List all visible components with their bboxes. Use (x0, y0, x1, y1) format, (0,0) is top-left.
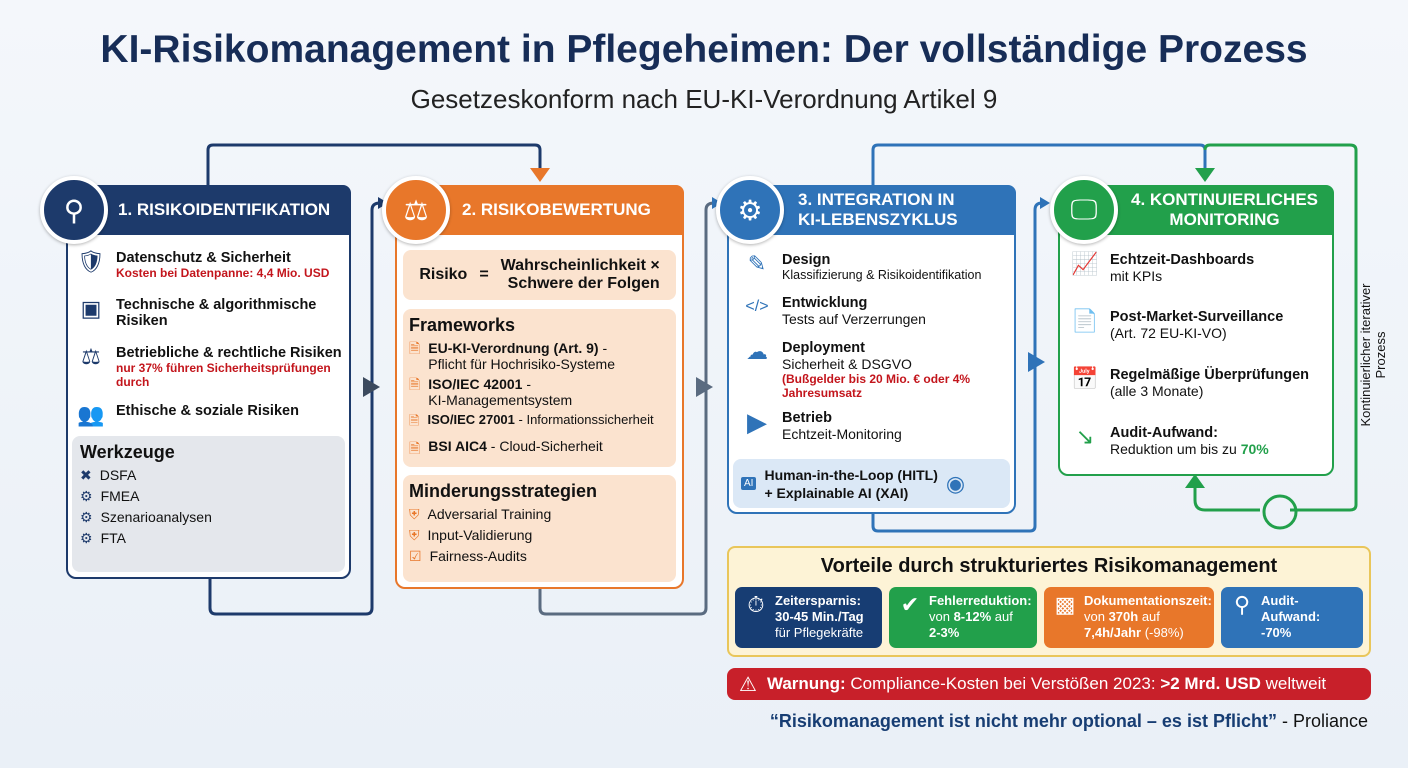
tile-value: -70% (1261, 625, 1292, 640)
tile-desc: für Pflegekräfte (775, 625, 864, 640)
page-subtitle: Gesetzeskonform nach EU-KI-Verordnung Artikel 9 (410, 84, 998, 114)
item-title: Technische & algorithmische Risiken (116, 297, 317, 329)
item-title: Betriebliche & rechtliche Risiken (116, 345, 342, 361)
item-desc: Sicherheit & DSGVO (782, 356, 912, 372)
side-label: Kontinuierlicher iterativer Prozess (1358, 283, 1388, 427)
tile-text: (-98%) (1141, 625, 1184, 640)
list-item (1070, 309, 1283, 341)
quote (700, 711, 1368, 732)
tools-panel (72, 436, 345, 572)
framework-name: ISO/IEC 27001 (427, 412, 515, 427)
tile-value: 7,4h/Jahr (1084, 625, 1142, 640)
item-desc: Reduktion um bis zu (1110, 441, 1241, 457)
gear-icon: ⚙ (80, 509, 93, 525)
item-title: Regelmäßige Überprüfungen (1110, 367, 1309, 383)
scales-icon: ⚖ (382, 176, 450, 244)
tool-item: Szenarioanalysen (100, 509, 212, 525)
list-item (76, 297, 336, 329)
document-eye-icon: 📄 (1071, 308, 1099, 333)
list-item (1070, 425, 1269, 457)
framework-desc: Cloud-Sicherheit (499, 438, 603, 454)
document-icon: 🗎 (409, 340, 421, 356)
item-desc: Klassifizierung & Risikoidentifikation (782, 268, 982, 282)
tile-value: 370h (1108, 609, 1139, 624)
item-title: Design (782, 252, 831, 268)
code-window-icon: </> (745, 298, 769, 315)
list-item (742, 407, 902, 442)
brain-icon: ◉ (945, 470, 966, 496)
framework-name: ISO/IEC 42001 (428, 376, 523, 392)
item-desc: (alle 3 Monate) (1110, 383, 1204, 399)
item-desc: Tests auf Verzerrungen (782, 311, 926, 327)
play-icon: ▶ (747, 407, 767, 437)
mitigation-title: Minderungsstrategien (409, 481, 598, 501)
quote-text: “Risikomanagement ist nicht mehr optional – es ist Pflicht” (769, 711, 1277, 731)
formula-panel (403, 250, 676, 300)
list-item (1070, 252, 1254, 284)
people-icon: 👥 (77, 402, 105, 427)
tile-value: 8-12% (953, 609, 992, 624)
check-icon: ✔ (900, 592, 920, 617)
document-icon: 🗎 (409, 440, 421, 456)
tile-text: auf (991, 609, 1013, 624)
formula-eq: = (479, 266, 489, 283)
tools-icon: ✖ (80, 467, 92, 483)
warning-value: >2 Mrd. USD (1160, 674, 1261, 693)
step3-title: KI-LEBENSZYKLUS (798, 210, 958, 229)
tile-value: 30-45 Min./Tag (775, 609, 864, 624)
item-title: Echtzeit-Dashboards (1110, 252, 1255, 268)
step4-header (1085, 185, 1334, 235)
step2-header: 2. RISIKOBEWERTUNG (420, 185, 684, 235)
benefit-tile (735, 587, 882, 648)
trend-down-icon: ↘ (1075, 424, 1095, 449)
list-item (742, 295, 926, 327)
shield-check-icon: 🛡 (77, 249, 105, 274)
item-title: Datenschutz & Sicherheit (116, 250, 291, 266)
mitigation-item: Input-Validierung (427, 527, 533, 543)
tile-label: Dokumentationszeit: (1084, 593, 1212, 608)
item-highlight: 70% (1240, 441, 1269, 457)
hitl-panel (733, 459, 1010, 508)
warning-text: Compliance-Kosten bei Verstößen 2023: (845, 674, 1161, 693)
framework-name: BSI AIC4 (428, 438, 487, 454)
tile-label: Zeitersparnis: (775, 593, 861, 608)
framework-desc: KI-Managementsystem (428, 392, 573, 408)
quote-source: - Proliance (1276, 711, 1368, 731)
item-desc: (Art. 72 EU-KI-VO) (1110, 325, 1227, 341)
benefit-tile (889, 587, 1037, 648)
tile-label: Audit-Aufwand: (1261, 593, 1321, 624)
search-icon: ⚲ (1233, 592, 1251, 617)
gear-search-icon: ⚙ (80, 488, 93, 504)
tool-item: DSFA (99, 467, 137, 483)
tile-value: 2-3% (929, 625, 960, 640)
item-desc: mit KPIs (1110, 268, 1163, 284)
step1-header: 1. RISIKOIDENTIFIKATION (90, 185, 351, 235)
tile-text: auf (1138, 609, 1160, 624)
tile-text: von (1084, 609, 1109, 624)
benefit-tile (1221, 587, 1363, 648)
item-title: Deployment (782, 340, 865, 356)
shield-icon: ⛨ (409, 506, 420, 522)
tile-text: von (929, 609, 954, 624)
list-item (76, 403, 299, 427)
checkbox-icon: ☑ (409, 548, 422, 564)
mitigation-panel (403, 475, 676, 582)
stopwatch-icon: ⏱ (747, 592, 765, 617)
shield-check-icon: ⛨ (409, 527, 420, 543)
tile-label: Fehlerreduktion: (929, 593, 1032, 608)
cloud-download-icon: ☁ (746, 339, 768, 364)
monitor-camera-icon: 🖵 (1050, 176, 1118, 244)
list-item (742, 252, 981, 282)
item-title: Entwicklung (782, 295, 868, 311)
page-title: KI-Risikomanagement in Pflegeheimen: Der vollständige Prozess (100, 28, 1308, 71)
frameworks-panel: Frameworks 🗎 EU-KI-Verordnung (Art. 9) - Pflicht für Hochrisiko-Systeme 🗎 ISO/IEC 42001 - KI-Managementsystem 🗎 ISO/IEC 27001 - Informationssicherheit 🗎 BSI AIC4 - Cloud-Sicherheit (403, 309, 676, 467)
document-icon: 🗎 (409, 413, 420, 428)
chip-icon: ▣ (80, 296, 102, 321)
warning-text: weltweit (1260, 674, 1327, 693)
frameworks-title: Frameworks (409, 315, 516, 335)
mitigation-item: Fairness-Audits (429, 548, 527, 564)
framework-name: EU-KI-Verordnung (Art. 9) (428, 340, 599, 356)
tools-title: Werkzeuge (80, 442, 175, 462)
arrow-icon (530, 168, 550, 182)
formula-right: Wahrscheinlichkeit × (500, 257, 660, 274)
list-item (76, 250, 329, 280)
document-icon: 🗎 (409, 376, 421, 392)
list-item (742, 340, 1002, 400)
item-note: (Bußgelder bis 20 Mio. € oder 4% Jahresumsatz (782, 372, 971, 400)
item-desc: Echtzeit-Monitoring (782, 426, 902, 442)
item-title: Audit-Aufwand: (1110, 425, 1218, 441)
item-note: nur 37% führen Sicherheitsprüfungen durch (116, 361, 331, 389)
benefit-tile (1044, 587, 1214, 648)
gavel-icon: ⚖ (81, 344, 101, 369)
warning-bar (727, 668, 1371, 700)
tool-item: FTA (100, 530, 126, 546)
dashboard-chart-icon: 📈 (1071, 251, 1099, 276)
formula-left: Risiko (419, 266, 468, 283)
hitl-text: + Explainable AI (XAI) (764, 484, 909, 501)
item-note: Kosten bei Datenpanne: 4,4 Mio. USD (116, 266, 330, 280)
warning-icon: ⚠ (739, 673, 757, 696)
step4-title: 4. KONTINUIERLICHES (1130, 190, 1319, 209)
benefits-title: Vorteile durch strukturiertes Risikomanagement (820, 555, 1278, 577)
step3-header (752, 185, 1016, 235)
list-item (1070, 367, 1309, 399)
list-item (76, 345, 346, 389)
tool-item: FMEA (100, 488, 140, 504)
arrow-icon (1195, 168, 1215, 182)
item-title: Betrieb (782, 410, 832, 426)
calendar-clock-icon: 📅 (1071, 366, 1099, 391)
framework-desc: Pflicht für Hochrisiko-Systeme (428, 356, 615, 372)
mitigation-item: Adversarial Training (427, 506, 552, 522)
step4-title: MONITORING (1169, 210, 1280, 229)
formula-right: Schwere der Folgen (507, 275, 660, 292)
pencil-icon: ✎ (747, 251, 767, 276)
person-ai-icon: AI (741, 477, 756, 490)
item-title: Post-Market-Surveillance (1110, 309, 1284, 325)
framework-desc: Informationssicherheit (526, 412, 654, 427)
gears-cycle-icon: ⚙ (716, 176, 784, 244)
item-title: Ethische & soziale Risiken (116, 403, 299, 419)
hitl-text: Human-in-the-Loop (HITL) (764, 466, 938, 483)
arrow-icon (1185, 474, 1205, 488)
gears-icon: ⚙ (80, 530, 93, 546)
search-icon: ⚲ (40, 176, 108, 244)
warning-label: Warnung: (766, 674, 846, 693)
step3-title: 3. INTEGRATION IN (798, 190, 955, 209)
bar-chart-icon: ▩ (1054, 592, 1076, 617)
